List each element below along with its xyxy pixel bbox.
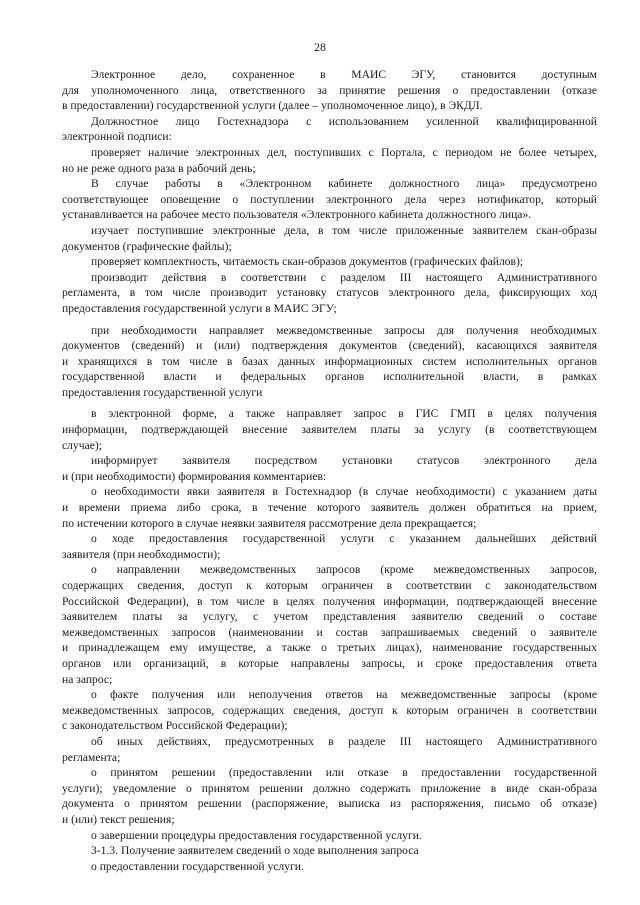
text-line: органов или организаций, в которые направлены запросы, и сроке предоставления ответа: [62, 656, 597, 670]
text-line: информации, подтверждающей внесение заявителем платы за услугу (в соответствующем: [62, 423, 597, 437]
text-line: в предоставлении) государственной услуги (далее – уполномоченное лицо), в ЭКДЛ.: [62, 99, 483, 113]
text-line: межведомственных запросов, содержащих сведения, доступ к которым ограничен в соответствии: [62, 703, 597, 717]
text-line: случае);: [62, 438, 102, 452]
text-line: проверяет комплектность, читаемость скан-образов документов (графических файлов);: [91, 255, 524, 269]
text-line: на запрос;: [62, 672, 113, 686]
text-line: заявителем платы за услугу, с учетом представления заявителю сведений о составе: [62, 610, 597, 624]
text-line: производит действия в соответствии с разделом III настоящего Административного: [91, 270, 597, 284]
text-line: о ходе предоставления государственной услуги с указанием дальнейших действий: [91, 532, 597, 546]
text-line: документа о принятом решении (распоряжение, выписка из распоряжения, письмо об отказе): [62, 797, 597, 811]
text-line: при необходимости направляет межведомственные запросы для получения необходимых: [91, 323, 597, 337]
text-line: содержащих сведения, доступ к которым ограничен в соответствии с законодательством: [62, 579, 597, 592]
text-line: электронной подписи:: [62, 130, 172, 144]
text-line: о завершении процедуры предоставления государственной услуги.: [91, 828, 422, 842]
text-line: о направлении межведомственных запросов (кроме межведомственных запросов,: [91, 563, 597, 577]
text-line: Электронное дело, сохраненное в МАИС ЭГУ, становится доступным: [91, 68, 597, 81]
body-text: [62, 67, 597, 874]
text-line: по истечении которого в случае неявки заявителя рассмотрение дела прекращается;: [62, 516, 477, 530]
text-line: и времени приема либо срока, в течение которого заявитель должен обратиться на прием,: [62, 501, 597, 515]
text-line: документов (графические файлы);: [62, 239, 232, 253]
text-line: услуги); уведомление о принятом решении должно содержать приложение в виде скан-образа: [62, 781, 597, 795]
text-line: и хранящихся в том числе в базах данных информационных систем исполнительных органов: [62, 354, 597, 368]
text-line: заявителя (при необходимости);: [62, 547, 221, 561]
text-line: соответствующее оповещение о поступлении электронного дела через нотификатор, который: [62, 192, 597, 206]
page-number: 28: [314, 40, 326, 54]
text-line: о факте получения или неполучения ответов на межведомственные запросы (кроме: [91, 688, 597, 702]
text-line: предоставления государственной услуги: [62, 385, 263, 399]
text-line: и (при необходимости) формирования комментариев:: [62, 469, 327, 483]
text-line: но не реже одного раза в рабочий день;: [62, 161, 256, 175]
text-line: документов (сведений) и (или) подтверждения документов (сведений), касающихся заявителя: [62, 339, 597, 353]
text-line: В случае работы в «Электронном кабинете должностного лица» предусмотрено: [91, 177, 597, 191]
text-line: о принятом решении (предоставлении или отказе в предоставлении государственной: [91, 766, 597, 780]
text-line: изучает поступившие электронные дела, в том числе приложенные заявителем скан-образы: [91, 223, 597, 237]
text-line: информирует заявителя посредством установки статусов электронного дела: [91, 454, 597, 468]
text-line: 3-1.3. Получение заявителем сведений о ходе выполнения запроса: [91, 844, 419, 858]
text-line: о необходимости явки заявителя в Гостехнадзор (в случае необходимости) с указанием даты: [91, 485, 597, 499]
text-line: государственной власти и федеральных органов исполнительной власти, в рамках: [62, 370, 597, 384]
text-line: устанавливается на рабочее место пользователя «Электронного кабинета должностного лица».: [62, 208, 532, 222]
text-line: и принадлежащем ему имуществе, а также о третьих лицах), наименование государственных: [62, 641, 597, 655]
text-line: Должностное лицо Гостехнадзора с использованием усиленной квалифицированной: [91, 114, 597, 128]
text-line: для уполномоченного лица, ответственного за принятие решения о предоставлении (отказе: [62, 83, 597, 97]
text-line: регламента;: [62, 750, 121, 764]
text-line: межведомственных запросов (наименовании и состав запрашиваемых сведений о заявителе: [62, 625, 597, 639]
text-line: с законодательством Российской Федерации);: [62, 719, 288, 733]
text-line: об иных действиях, предусмотренных в разделе III настоящего Административного: [91, 734, 597, 748]
text-line: регламента, в том числе производит установку статусов электронного дела, фиксирующих ход: [62, 286, 597, 300]
text-line: о предоставлении государственной услуги.: [91, 859, 304, 873]
text-line: проверяет наличие электронных дел, поступивших с Портала, с периодом не более четырех,: [91, 145, 597, 159]
text-line: в электронной форме, а также направляет запрос в ГИС ГМП в целях получения: [91, 407, 597, 421]
text-line: предоставления государственной услуги в МАИС ЭГУ;: [62, 301, 337, 315]
text-line: Российской Федерации), в том числе в целях получения информации, подтверждающей внесение: [62, 594, 597, 608]
text-line: и (или) текст решения;: [62, 812, 175, 826]
